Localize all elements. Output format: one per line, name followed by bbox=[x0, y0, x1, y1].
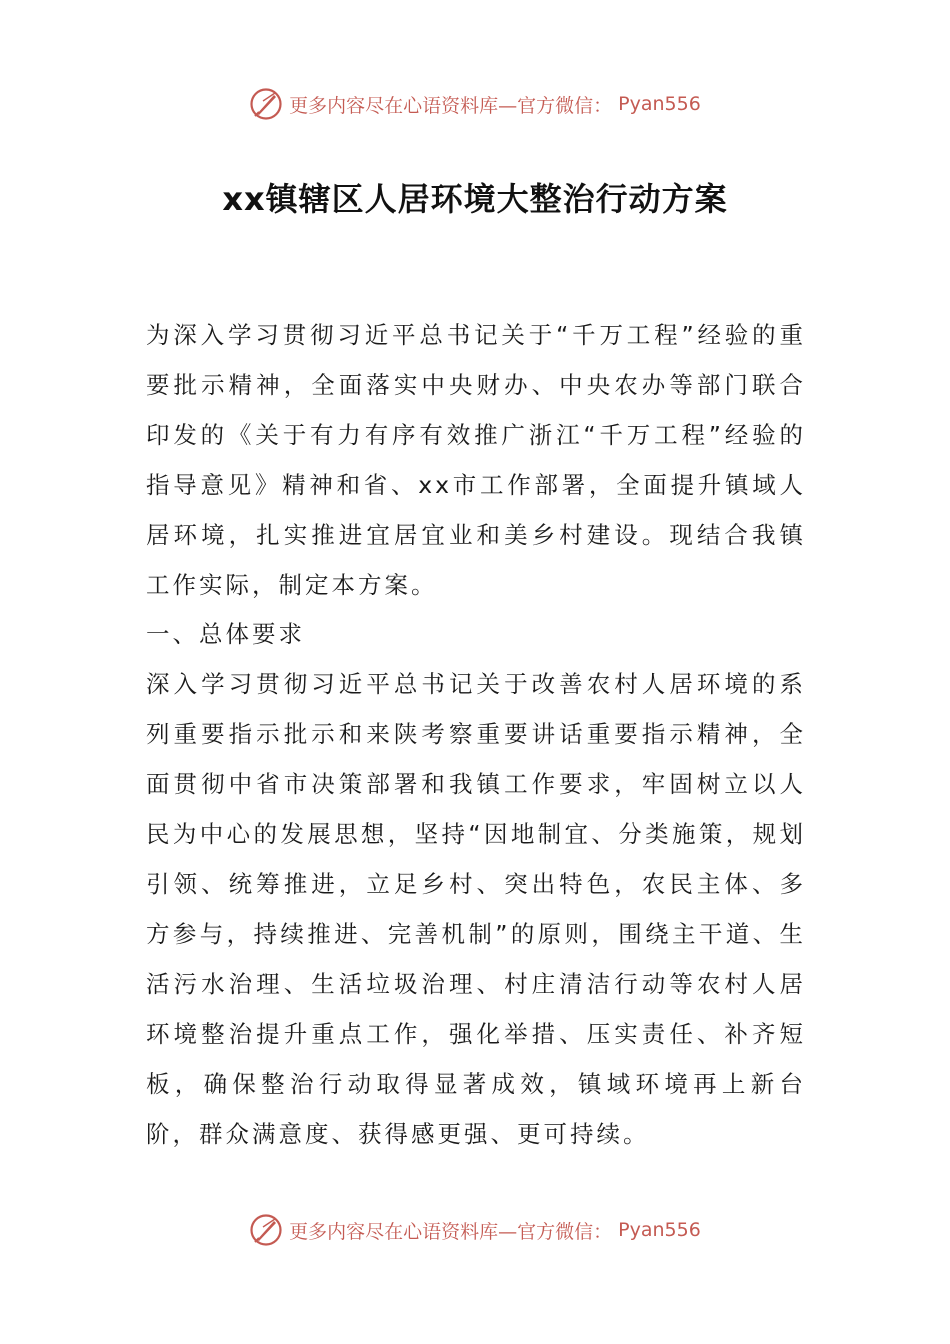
header-watermark bbox=[0, 84, 950, 124]
watermark-brand-text: 更多内容尽在心语资料库—官方微信： bbox=[289, 94, 613, 117]
document-title: xx镇辖区人居环境大整治行动方案 bbox=[222, 180, 728, 218]
watermark-wechat-id: Pyan556 bbox=[618, 1219, 701, 1241]
quill-pen-logo-icon bbox=[249, 1213, 283, 1247]
watermark-brand-text: 更多内容尽在心语资料库—官方微信： bbox=[289, 1220, 613, 1243]
section-heading: 一、总体要求 bbox=[146, 620, 305, 649]
intro-paragraph: 为深入学习贯彻习近平总书记关于“千万工程”经验的重要批示精神，全面落实中央财办、中央农办等部门联合印发的《关于有力有序有效推广浙江“千万工程”经验的指导意见》精神和省、xx市工作部署，全面提升镇域人居环境，扎实推进宜居宜业和美乡村建设。现结合我镇工作实际，制定本方案。 bbox=[146, 321, 806, 599]
document-body bbox=[146, 311, 806, 1159]
quill-pen-logo-icon bbox=[249, 87, 283, 121]
footer-watermark bbox=[0, 1210, 950, 1250]
watermark-wechat-id: Pyan556 bbox=[618, 93, 701, 115]
requirements-paragraph: 深入学习贯彻习近平总书记关于改善农村人居环境的系列重要指示批示和来陕考察重要讲话重要指示精神，全面贯彻中省市决策部署和我镇工作要求，牢固树立以人民为中心的发展思想，坚持“因地制宜、分类施策，规划引领、统筹推进，立足乡村、突出特色，农民主体、多方参与，持续推进、完善机制”的原则，围绕主干道、生活污水治理、生活垃圾治理、村庄清洁行动等农村人居环境整治提升重点工作，强化举措、压实责任、补齐短板，确保整治行动取得显著成效，镇域环境再上新台阶，群众满意度、获得感更强、更可持续。 bbox=[146, 670, 806, 1148]
